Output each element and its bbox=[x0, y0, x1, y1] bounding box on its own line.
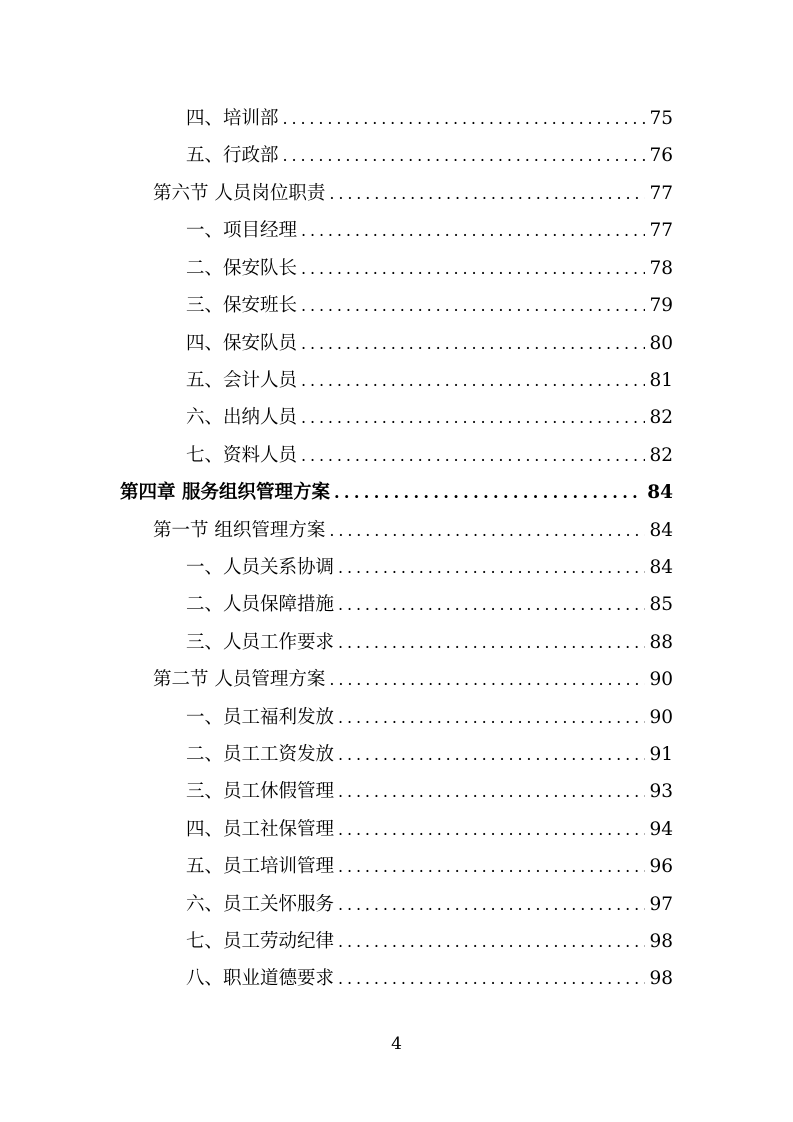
toc-entry-label: 五、会计人员 bbox=[186, 370, 298, 391]
toc-dot-leader bbox=[338, 965, 645, 993]
toc-dot-leader bbox=[338, 741, 645, 769]
toc-entry-page: 88 bbox=[649, 632, 673, 653]
toc-entry[interactable] bbox=[186, 367, 673, 395]
toc-entry-page: 98 bbox=[649, 931, 673, 952]
toc-entry-page: 82 bbox=[649, 407, 673, 428]
toc-entry-label: 七、资料人员 bbox=[186, 445, 298, 466]
toc-entry-page: 82 bbox=[649, 445, 673, 466]
toc-dot-leader bbox=[338, 891, 645, 919]
toc-entry-label: 第六节 人员岗位职责 bbox=[153, 183, 326, 204]
toc-dot-leader bbox=[301, 255, 645, 283]
toc-dot-leader bbox=[334, 479, 643, 507]
toc-dot-leader bbox=[338, 591, 645, 619]
toc-entry[interactable] bbox=[186, 591, 673, 619]
toc-entry-page: 76 bbox=[649, 145, 673, 166]
toc-entry[interactable] bbox=[153, 517, 673, 545]
toc-entry-label: 四、培训部 bbox=[186, 108, 279, 129]
toc-entry-page: 84 bbox=[647, 482, 673, 503]
toc-entry[interactable] bbox=[153, 666, 673, 694]
toc-entry-page: 90 bbox=[649, 707, 673, 728]
toc-dot-leader bbox=[338, 778, 645, 806]
toc-entry-label: 六、员工关怀服务 bbox=[186, 894, 335, 915]
toc-dot-leader bbox=[301, 330, 645, 358]
toc-entry[interactable] bbox=[186, 442, 673, 470]
toc-dot-leader bbox=[283, 105, 646, 133]
toc-entry-page: 80 bbox=[649, 333, 673, 354]
toc-entry-page: 97 bbox=[649, 894, 673, 915]
toc-entry[interactable] bbox=[186, 292, 673, 320]
toc-entry[interactable] bbox=[186, 105, 673, 133]
toc-dot-leader bbox=[301, 367, 645, 395]
toc-entry-label: 四、保安队员 bbox=[186, 333, 298, 354]
toc-entry-page: 96 bbox=[649, 856, 673, 877]
toc-entry-page: 75 bbox=[649, 108, 673, 129]
toc-entry[interactable] bbox=[186, 330, 673, 358]
toc-entry[interactable] bbox=[186, 404, 673, 432]
toc-entry-label: 八、职业道德要求 bbox=[186, 968, 335, 989]
toc-entry[interactable] bbox=[186, 142, 673, 170]
toc-entry-label: 第四章 服务组织管理方案 bbox=[120, 482, 330, 503]
toc-dot-leader bbox=[338, 853, 645, 881]
toc-entry[interactable] bbox=[186, 741, 673, 769]
toc-entry-label: 一、项目经理 bbox=[186, 220, 298, 241]
toc-dot-leader bbox=[329, 517, 645, 545]
toc-entry-page: 81 bbox=[649, 370, 673, 391]
toc-dot-leader bbox=[338, 554, 645, 582]
toc-entry-page: 77 bbox=[649, 183, 673, 204]
toc-entry-label: 二、保安队长 bbox=[186, 258, 298, 279]
toc-entry-label: 七、员工劳动纪律 bbox=[186, 931, 335, 952]
toc-entry[interactable] bbox=[186, 928, 673, 956]
toc-entry-label: 一、员工福利发放 bbox=[186, 707, 335, 728]
toc-entry[interactable] bbox=[186, 554, 673, 582]
toc-entry[interactable] bbox=[186, 853, 673, 881]
toc-entry-label: 二、人员保障措施 bbox=[186, 594, 335, 615]
toc-entry-page: 85 bbox=[649, 594, 673, 615]
toc-dot-leader bbox=[338, 928, 645, 956]
toc-entry-page: 79 bbox=[649, 295, 673, 316]
toc-dot-leader bbox=[301, 404, 645, 432]
toc-entry[interactable] bbox=[186, 965, 673, 993]
toc-dot-leader bbox=[329, 666, 645, 694]
toc-entry-label: 第一节 组织管理方案 bbox=[153, 520, 326, 541]
toc-entry-label: 四、员工社保管理 bbox=[186, 819, 335, 840]
toc-entry-page: 91 bbox=[649, 744, 673, 765]
toc-entry-label: 五、员工培训管理 bbox=[186, 856, 335, 877]
toc-entry[interactable] bbox=[153, 180, 673, 208]
toc-dot-leader bbox=[338, 629, 645, 657]
toc-entry-label: 三、员工休假管理 bbox=[186, 781, 335, 802]
toc-entry-page: 84 bbox=[649, 520, 673, 541]
toc-entry[interactable] bbox=[186, 704, 673, 732]
toc-entry-label: 二、员工工资发放 bbox=[186, 744, 335, 765]
toc-dot-leader bbox=[338, 704, 645, 732]
toc-entry-label: 六、出纳人员 bbox=[186, 407, 298, 428]
toc-entry-page: 93 bbox=[649, 781, 673, 802]
toc-entry[interactable] bbox=[186, 891, 673, 919]
toc-dot-leader bbox=[301, 442, 645, 470]
toc-entry[interactable] bbox=[186, 816, 673, 844]
toc-entry[interactable] bbox=[186, 629, 673, 657]
toc-dot-leader bbox=[301, 292, 645, 320]
toc-entry-label: 第二节 人员管理方案 bbox=[153, 669, 326, 690]
toc-entry-label: 五、行政部 bbox=[186, 145, 279, 166]
toc-entry-page: 90 bbox=[649, 669, 673, 690]
toc-entry-label: 一、人员关系协调 bbox=[186, 557, 335, 578]
page-number: 4 bbox=[391, 1034, 402, 1054]
toc-entry-page: 94 bbox=[649, 819, 673, 840]
toc-entry-label: 三、人员工作要求 bbox=[186, 632, 335, 653]
toc-entry[interactable] bbox=[120, 479, 673, 507]
toc-dot-leader bbox=[329, 180, 645, 208]
toc-dot-leader bbox=[283, 142, 646, 170]
toc-dot-leader bbox=[338, 816, 645, 844]
toc-dot-leader bbox=[301, 217, 645, 245]
toc-entry-page: 98 bbox=[649, 968, 673, 989]
toc-entry[interactable] bbox=[186, 255, 673, 283]
toc-entry[interactable] bbox=[186, 778, 673, 806]
toc-entry-label: 三、保安班长 bbox=[186, 295, 298, 316]
toc-entry-page: 77 bbox=[649, 220, 673, 241]
toc-entry-page: 78 bbox=[649, 258, 673, 279]
toc-entry-page: 84 bbox=[649, 557, 673, 578]
toc-entry[interactable] bbox=[186, 217, 673, 245]
